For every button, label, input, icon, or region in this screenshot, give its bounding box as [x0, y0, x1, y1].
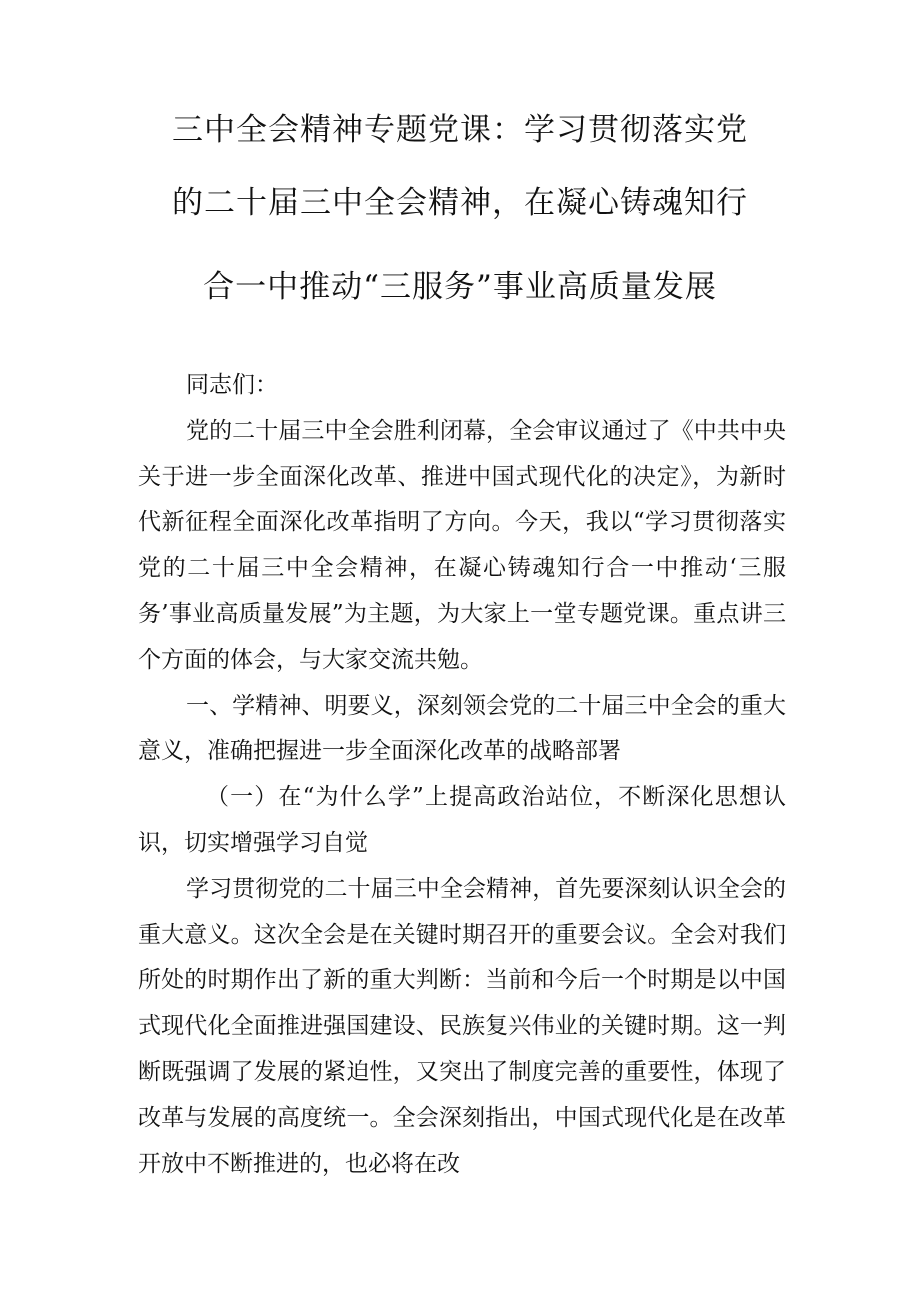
section-heading-1: 一、学精神、明要义，深刻领会党的二十届三中全会的重大意义，准确把握进一步全面深化改革的战略部署: [138, 692, 786, 765]
title-line-1: 三中全会精神专题党课：学习贯彻落实党: [172, 112, 748, 148]
title-line-3: 合一中推动“三服务”事业高质量发展: [203, 269, 717, 305]
salutation: 同志们：: [186, 372, 278, 398]
subsection-heading-1: （一）在“为什么学”上提高政治站位，不断深化思想认识，切实增强学习自觉: [138, 784, 786, 856]
paragraph-body: 学习贯彻党的二十届三中全会精神，首先要深刻认识全会的重大意义。这次全会是在关键时期召开的重要会议。全会对我们所处的时期作出了新的重大判断：当前和今后一个时期是以中国式现代化全面推进强国建设、民族复兴伟业的关键时期。这一判断既强调了发展的紧迫性，又突出了制度完善的重要性，体现了改革与发展的高度统一。全会深刻指出，中国式现代化是在改革开放中不断推进的，也必将在改: [138, 875, 786, 1177]
title-line-2: 的二十届三中全会精神，在凝心铸魂知行: [172, 185, 748, 221]
document-body: [138, 363, 786, 1187]
paragraph-intro: 党的二十届三中全会胜利闭幕，全会审议通过了《中共中央关于进一步全面深化改革、推进中国式现代化的决定》，为新时代新征程全面深化改革指明了方向。今天，我以“学习贯彻落实党的二十届三中全会精神，在凝心铸魂知行合一中推动‘三服务’事业高质量发展”为主题，为大家上一堂专题党课。重点讲三个方面的体会，与大家交流共勉。: [138, 417, 786, 673]
